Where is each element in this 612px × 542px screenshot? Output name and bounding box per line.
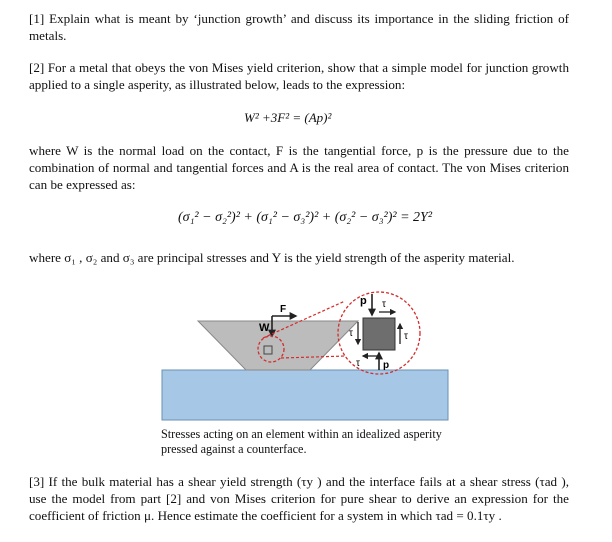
stressed-element — [363, 318, 395, 350]
question-1-text: [1] Explain what is meant by ‘junction growth’ and discuss its importance in the sliding friction of metals. — [29, 11, 569, 43]
tau-left-label: τ — [349, 328, 353, 339]
counterface — [162, 370, 448, 420]
question-1 — [29, 10, 569, 44]
question-2-definitions — [29, 142, 569, 193]
p-top-label: p — [360, 295, 367, 307]
asperity — [198, 321, 358, 370]
tau-top-label: τ — [382, 299, 386, 310]
question-3 — [29, 473, 569, 524]
question-2-intro-text: [2] For a metal that obeys the von Mises yield criterion, show that a simple model for junction growth applied to a single asperity, as illustrated below, leads to the expression: — [29, 60, 569, 92]
figure-caption: Stresses acting on an element within an idealized asperity pressed against a counterface. — [161, 427, 442, 456]
asperity-stress-figure — [160, 286, 450, 424]
question-2-intro — [29, 59, 569, 93]
question-3-text: [3] If the bulk material has a shear yield strength (τy ) and the interface fails at a shear stress (τad ), use the model from part [2] and von Mises criterion for pure shear to derive an expression for the coefficient of friction μ. Hence estimate the coefficient for a system in which τad = 0.1τy . — [29, 474, 569, 523]
von-mises-equation: (σ₁² − σ₂²)² + (σ₁² − σ₃²)² + (σ₂² − σ₃²)² = 2Y² — [178, 210, 433, 225]
w-label: W — [259, 322, 270, 334]
tau-bottom-label: τ — [356, 358, 360, 369]
question-2-definitions-text: where W is the normal load on the contact, F is the tangential force, p is the pressure due to the combination of normal and tangential forces and A is the real area of contact. The von Mises criterion can be expressed as: — [29, 143, 569, 192]
junction-growth-equation: W² +3F² = (Ap)² — [244, 110, 332, 125]
tau-right-label: τ — [404, 331, 408, 342]
principal-stresses-text: where σ₁ , σ₂ and σ₃ are principal stresses and Y is the yield strength of the asperity material. — [29, 250, 515, 265]
f-label: F — [280, 304, 287, 315]
p-bottom-label: p — [383, 360, 390, 371]
